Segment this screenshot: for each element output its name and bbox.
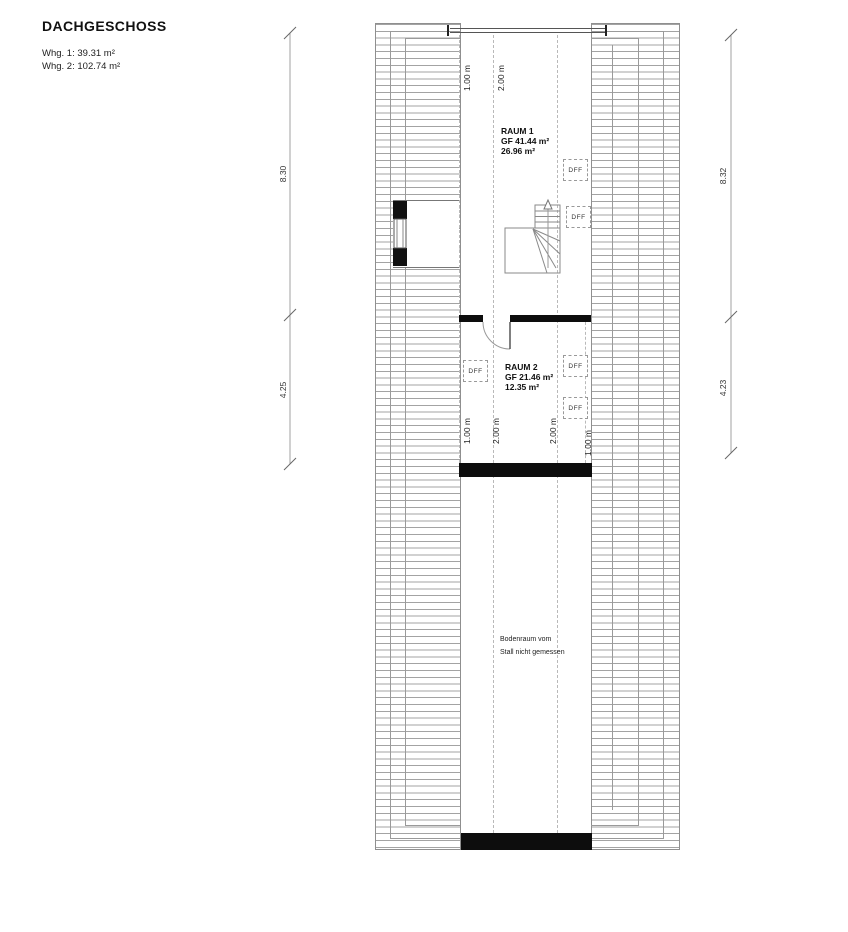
roof-window-dff-3 — [463, 360, 488, 382]
raum2-name: RAUM 2 — [505, 362, 538, 372]
dimension-line-left — [284, 27, 296, 470]
gable-window — [394, 219, 406, 248]
page-title: DACHGESCHOSS — [42, 18, 167, 34]
dim-right-423: 4.23 — [718, 379, 728, 397]
bodenraum-note-line2: Stall nicht gemessen — [500, 649, 565, 656]
dim-right-832: 8.32 — [718, 167, 728, 185]
roof-window-dff-4 — [563, 355, 588, 377]
roof-window-dff-2 — [566, 206, 591, 228]
dim-left-830: 8.30 — [278, 165, 288, 183]
dff-label: DFF — [468, 367, 483, 375]
stairs — [505, 200, 560, 273]
dff-label: DFF — [568, 362, 583, 370]
height-label-raum2-2m-right: 2.00 m — [548, 418, 558, 444]
raum1-area: 26.96 m² — [501, 146, 536, 156]
dim-left-425: 4.25 — [278, 381, 288, 399]
raum2-gf: GF 21.46 m² — [505, 372, 554, 382]
dff-label: DFF — [568, 404, 583, 412]
raum1-gf: GF 41.44 m² — [501, 136, 550, 146]
apartment-area-2: Whg. 2: 102.74 m² — [42, 61, 121, 72]
height-label-raum2-2m-left: 2.00 m — [491, 418, 501, 444]
raum2-label — [505, 362, 553, 392]
dff-label: DFF — [571, 213, 586, 221]
height-label-top-1m: 1.00 m — [462, 65, 472, 91]
bodenraum-note — [500, 633, 565, 659]
bodenraum-note-line1: Bodenraum vom — [500, 636, 552, 643]
raum1-name: RAUM 1 — [501, 126, 534, 136]
raum1-label — [501, 126, 549, 156]
height-label-raum2-1m-right: 1.00 m — [583, 430, 593, 456]
height-label-top-2m: 2.00 m — [496, 65, 506, 91]
roof-window-dff-1 — [563, 159, 588, 181]
height-label-raum2-1m-left: 1.00 m — [462, 418, 472, 444]
apartment-area-1: Whg. 1: 39.31 m² — [42, 48, 115, 59]
door — [483, 322, 510, 349]
roof-window-dff-5 — [563, 397, 588, 419]
dff-label: DFF — [568, 166, 583, 174]
raum2-area: 12.35 m² — [505, 382, 540, 392]
